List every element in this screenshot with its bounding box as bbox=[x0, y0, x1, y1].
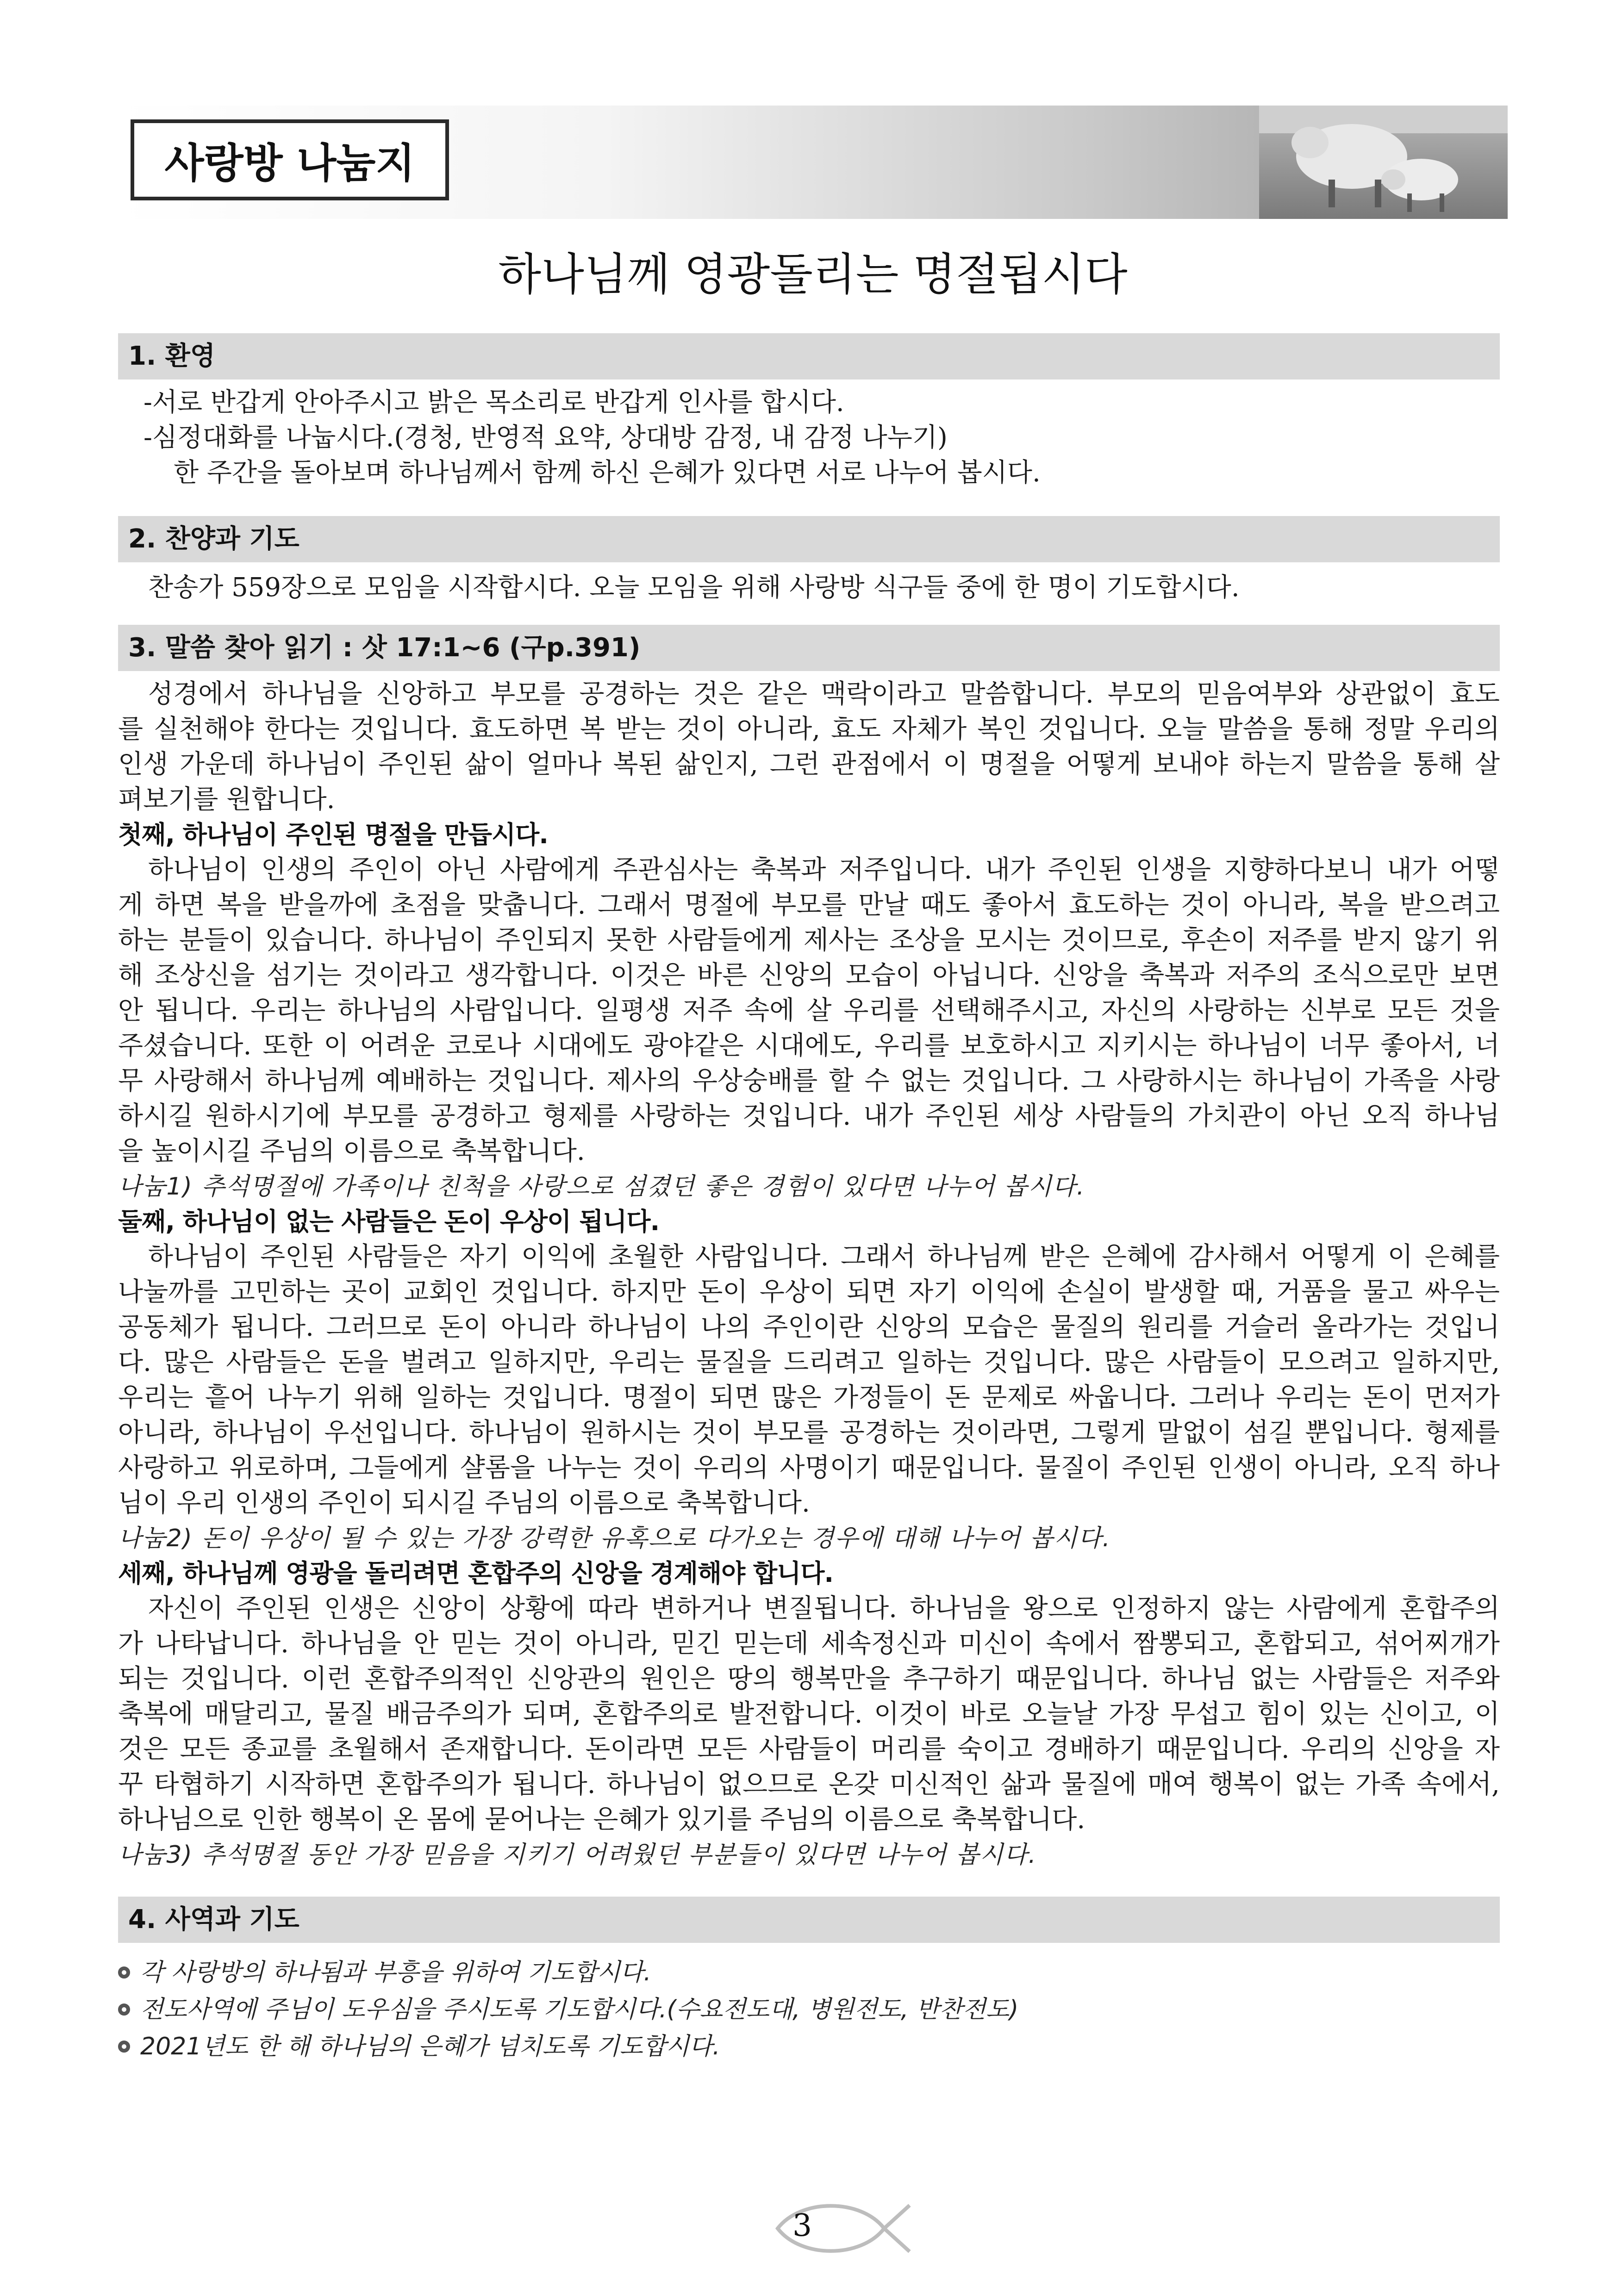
text-line: 하나님이 인생의 주인이 아닌 사람에게 주관심사는 축복과 저주입니다. 내가 주인된 인생을 지향하다보니 내가 어떻 bbox=[148, 855, 1500, 885]
text-line: 게 하면 복을 받을까에 초점을 맞춥니다. 그래서 명절에 부모를 만날 때도 좋아서 효도하는 것이 아니라, 복을 받으려고 bbox=[118, 890, 1500, 920]
text-line: 하나님으로 인한 행복이 온 몸에 묻어나는 은혜가 있기를 주님의 이름으로 축복합니다. bbox=[118, 1804, 1085, 1835]
text-line: 님이 우리 인생의 주인이 되시길 주님의 이름으로 축복합니다. bbox=[118, 1488, 810, 1518]
prayer-item bbox=[118, 1954, 651, 1991]
section-heading-ministry: 4. 사역과 기도 bbox=[118, 1897, 1500, 1943]
section-heading-praise: 2. 찬양과 기도 bbox=[118, 516, 1500, 562]
prayer-item bbox=[118, 2028, 720, 2065]
bullet-icon bbox=[118, 2041, 130, 2053]
text-line: 아니라, 하나님이 우선입니다. 하나님이 원하시는 것이 부모를 공경하는 것이라면, 그렇게 말없이 섬길 뿐입니다. 형제를 bbox=[118, 1418, 1500, 1448]
point2-paragraph bbox=[118, 1239, 1500, 1521]
intro-paragraph bbox=[118, 677, 1500, 817]
text-line: 안 됩니다. 우리는 하나님의 사람입니다. 일평생 저주 속에 살 우리를 선택해주시고, 자신의 사랑하는 신부로 모든 것을 bbox=[118, 996, 1500, 1026]
prayer-item-text: 각 사랑방의 하나됨과 부흥을 위하여 기도합시다. bbox=[140, 1959, 651, 1986]
share-question-2: 나눔2) 돈이 우상이 될 수 있는 가장 강력한 유혹으로 다가오는 경우에 대해 나누어 봅시다. bbox=[118, 1524, 1111, 1552]
point3-heading: 세째, 하나님께 영광을 돌리려면 혼합주의 신앙을 경계해야 합니다. bbox=[118, 1559, 834, 1588]
point2-heading: 둘째, 하나님이 없는 사람들은 돈이 우상이 됩니다. bbox=[118, 1207, 660, 1236]
text-line: 을 높이시길 주님의 이름으로 축복합니다. bbox=[118, 1136, 585, 1166]
text-line: 것은 모든 종교를 초월해서 존재합니다. 돈이라면 모든 사람들이 머리를 숙이고 경배하기 때문입니다. 우리의 신앙을 자 bbox=[118, 1734, 1500, 1764]
text-line: 사랑하고 위로하며, 그들에게 샬롬을 나누는 것이 우리의 사명이기 때문입니다. 물질이 주인된 인생이 아니라, 오직 하나 bbox=[118, 1453, 1500, 1483]
text-line: 하시길 원하시기에 부모를 공경하고 형제를 사랑하는 것입니다. 내가 주인된 세상 사람들의 가치관이 아닌 오직 하나님 bbox=[118, 1101, 1500, 1131]
text-line: 자신이 주인된 인생은 신앙이 상황에 따라 변하거나 변질됩니다. 하나님을 왕으로 인정하지 않는 사람에게 혼합주의 bbox=[148, 1593, 1500, 1624]
point3-paragraph bbox=[118, 1591, 1500, 1837]
text-line: 무 사랑해서 하나님께 예배하는 것입니다. 제사의 우상숭배를 할 수 없는 것입니다. 그 사랑하시는 하나님이 가족을 사랑 bbox=[118, 1066, 1500, 1096]
text-line: 공동체가 됩니다. 그러므로 돈이 아니라 하나님이 나의 주인이란 신앙의 모습은 물질의 원리를 거슬러 올라가는 것입니 bbox=[118, 1312, 1500, 1342]
bullet-icon bbox=[118, 1966, 130, 1979]
point1-paragraph bbox=[118, 852, 1500, 1169]
fish-icon bbox=[768, 2194, 917, 2263]
sheep-photo bbox=[1259, 106, 1508, 219]
page-title: 하나님께 영광돌리는 명절됩시다 bbox=[498, 249, 1128, 300]
text-line: 주셨습니다. 또한 이 어려운 코로나 시대에도 광야같은 시대에도, 우리를 보호하시고 지키시는 하나님이 너무 좋아서, 너 bbox=[118, 1031, 1500, 1061]
text-line: 되는 것입니다. 이런 혼합주의적인 신앙관의 원인은 땅의 행복만을 추구하기 때문입니다. 하나님 없는 사람들은 저주와 bbox=[118, 1664, 1500, 1694]
header-title: 사랑방 나눔지 bbox=[131, 119, 449, 200]
prayer-item-text: 전도사역에 주님이 도우심을 주시도록 기도합시다.(수요전도대, 병원전도, 반찬전도) bbox=[140, 1996, 1019, 2023]
bullet-icon bbox=[118, 2004, 130, 2016]
page-number: 3 bbox=[792, 2208, 812, 2243]
welcome-line: -서로 반갑게 안아주시고 밝은 목소리로 반갑게 인사를 합시다. bbox=[143, 387, 844, 417]
text-line: 축복에 매달리고, 물질 배금주의가 되며, 혼합주의로 발전합니다. 이것이 바로 오늘날 가장 무섭고 힘이 있는 신이고, 이 bbox=[118, 1699, 1500, 1729]
text-line: 우리는 흩어 나누기 위해 일하는 것입니다. 명절이 되면 많은 가정들이 돈 문제로 싸웁니다. 그러나 우리는 돈이 먼저가 bbox=[118, 1382, 1500, 1412]
text-line: 하는 분들이 있습니다. 하나님이 주인되지 못한 사람들에게 제사는 조상을 모시는 것이므로, 후손이 저주를 받지 않기 위 bbox=[118, 925, 1500, 955]
share-question-3: 나눔3) 추석명절 동안 가장 믿음을 지키기 어려웠던 부분들이 있다면 나누어 봅시다. bbox=[118, 1841, 1037, 1869]
prayer-item bbox=[118, 1991, 1018, 2028]
text-line: 가 나타납니다. 하나님을 안 믿는 것이 아니라, 믿긴 믿는데 세속정신과 미신이 속에서 짬뽕되고, 혼합되고, 섞어찌개가 bbox=[118, 1629, 1500, 1659]
prayer-item-text: 2021년도 한 해 하나님의 은혜가 넘치도록 기도합시다. bbox=[140, 2033, 720, 2060]
text-line: 해 조상신을 섬기는 것이라고 생각합니다. 이것은 바른 신앙의 모습이 아닙니다. 신앙을 축복과 저주의 조식으로만 보면 bbox=[118, 960, 1500, 990]
point1-heading: 첫째, 하나님이 주인된 명절을 만듭시다. bbox=[118, 820, 548, 849]
text-line: 성경에서 하나님을 신앙하고 부모를 공경하는 것은 같은 맥락이라고 말씀합니다. 부모의 믿음여부와 상관없이 효도 bbox=[148, 679, 1500, 709]
text-line: 를 실천해야 한다는 것입니다. 효도하면 복 받는 것이 아니라, 효도 자체가 복인 것입니다. 오늘 말씀을 통해 정말 우리의 bbox=[118, 714, 1500, 744]
text-line: 다. 많은 사람들은 돈을 벌려고 일하지만, 우리는 물질을 드리려고 일하는 것입니다. 많은 사람들이 모으려고 일하지만, bbox=[118, 1347, 1500, 1377]
welcome-line: 한 주간을 돌아보며 하나님께서 함께 하신 은혜가 있다면 서로 나누어 봅시다. bbox=[174, 458, 1041, 488]
text-line: 나눌까를 고민하는 곳이 교회인 것입니다. 하지만 돈이 우상이 되면 자기 이익에 손실이 발생할 때, 거품을 물고 싸우는 bbox=[118, 1277, 1500, 1307]
text-line: 꾸 타협하기 시작하면 혼합주의가 됩니다. 하나님이 없으므로 온갖 미신적인 삶과 물질에 매여 행복이 없는 가족 속에서, bbox=[118, 1769, 1500, 1799]
section-heading-welcome: 1. 환영 bbox=[118, 333, 1500, 380]
text-line: 펴보기를 원합니다. bbox=[118, 784, 335, 815]
welcome-line: -심정대화를 나눕시다.(경청, 반영적 요약, 상대방 감정, 내 감정 나누기) bbox=[143, 423, 948, 453]
section-heading-scripture: 3. 말씀 찾아 읽기 : 삿 17:1~6 (구p.391) bbox=[118, 625, 1500, 671]
share-question-1: 나눔1) 추석명절에 가족이나 친척을 사랑으로 섬겼던 좋은 경험이 있다면 나누어 봅시다. bbox=[118, 1173, 1085, 1201]
text-line: 인생 가운데 하나님이 주인된 삶이 얼마나 복된 삶인지, 그런 관점에서 이 명절을 어떻게 보내야 하는지 말씀을 통해 살 bbox=[118, 749, 1500, 779]
praise-line: 찬송가 559장으로 모임을 시작합시다. 오늘 모임을 위해 사랑방 식구들 중에 한 명이 기도합시다. bbox=[148, 572, 1240, 603]
text-line: 하나님이 주인된 사람들은 자기 이익에 초월한 사람입니다. 그래서 하나님께 받은 은혜에 감사해서 어떻게 이 은혜를 bbox=[148, 1242, 1500, 1272]
